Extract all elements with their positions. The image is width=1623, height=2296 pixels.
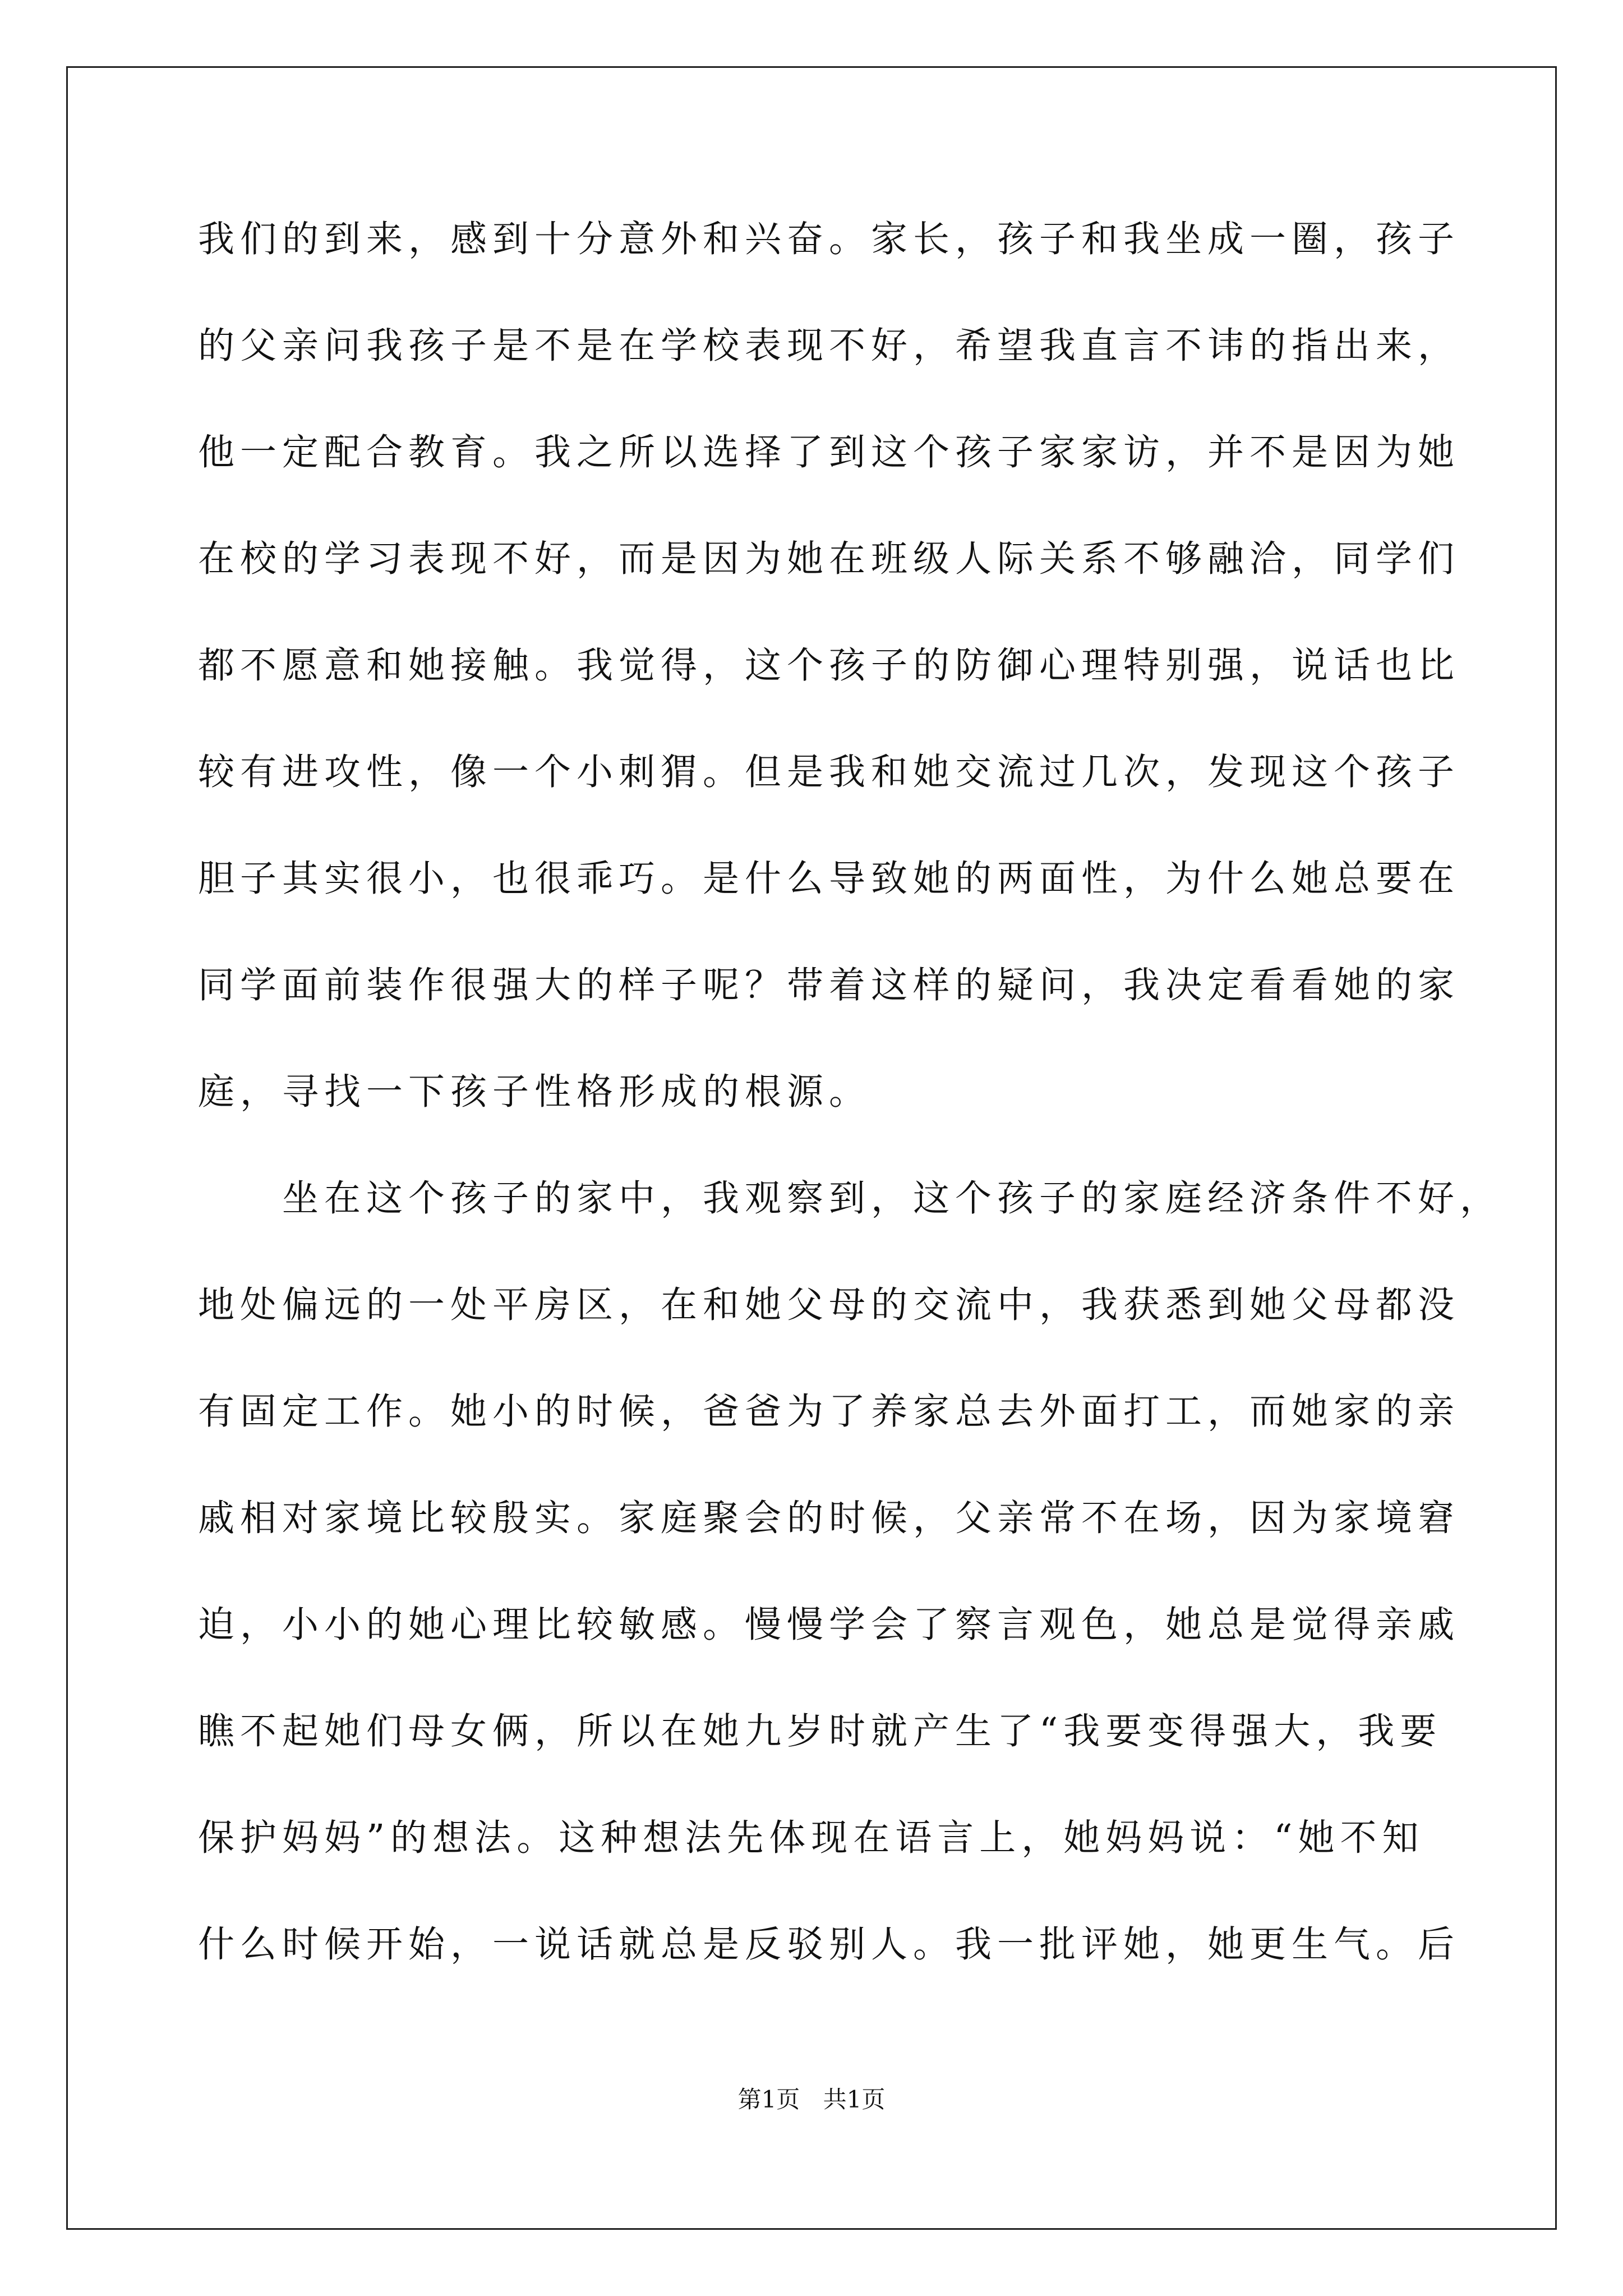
text-line: 的父亲问我孩子是不是在学校表现不好，希望我直言不讳的指出来， xyxy=(198,325,1460,367)
text-line: 我们的到来，感到十分意外和兴奋。家长，孩子和我坐成一圈，孩子 xyxy=(198,218,1460,260)
text-line: 庭，寻找一下孩子性格形成的根源。 xyxy=(198,1071,872,1113)
document-body xyxy=(198,214,1502,2026)
text-line: 都不愿意和她接触。我觉得，这个孩子的防御心理特别强，说话也比 xyxy=(198,645,1460,687)
paragraph-start-line: 坐在这个孩子的家中，我观察到，这个孩子的家庭经济条件不好， xyxy=(282,1177,1502,1220)
text-line: 在校的学习表现不好，而是因为她在班级人际关系不够融洽，同学们 xyxy=(198,538,1460,580)
text-line: 有固定工作。她小的时候，爸爸为了养家总去外面打工，而她家的亲 xyxy=(198,1391,1460,1433)
text-line: 较有进攻性，像一个小刺猬。但是我和她交流过几次，发现这个孩子 xyxy=(198,751,1460,793)
page-total: 共1页 xyxy=(823,2086,886,2113)
text-line: 胆子其实很小，也很乖巧。是什么导致她的两面性，为什么她总要在 xyxy=(198,858,1460,900)
page-number: 第1页 xyxy=(737,2086,800,2113)
text-line: 戚相对家境比较殷实。家庭聚会的时候，父亲常不在场，因为家境窘 xyxy=(198,1497,1460,1539)
text-line: 保护妈妈”的想法。这种想法先体现在语言上，她妈妈说：“她不知 xyxy=(198,1817,1424,1859)
text-line: 他一定配合教育。我之所以选择了到这个孩子家家访，并不是因为她 xyxy=(198,431,1460,473)
text-line: 迫，小小的她心理比较敏感。慢慢学会了察言观色，她总是觉得亲戚 xyxy=(198,1604,1460,1646)
page-footer xyxy=(0,2086,1623,2114)
text-line: 什么时候开始，一说话就总是反驳别人。我一批评她，她更生气。后 xyxy=(198,1924,1460,1966)
text-line: 瞧不起她们母女俩，所以在她九岁时就产生了“我要变得强大，我要 xyxy=(198,1710,1442,1752)
text-line: 地处偏远的一处平房区，在和她父母的交流中，我获悉到她父母都没 xyxy=(198,1284,1460,1326)
text-line: 同学面前装作很强大的样子呢？带着这样的疑问，我决定看看她的家 xyxy=(198,964,1460,1006)
